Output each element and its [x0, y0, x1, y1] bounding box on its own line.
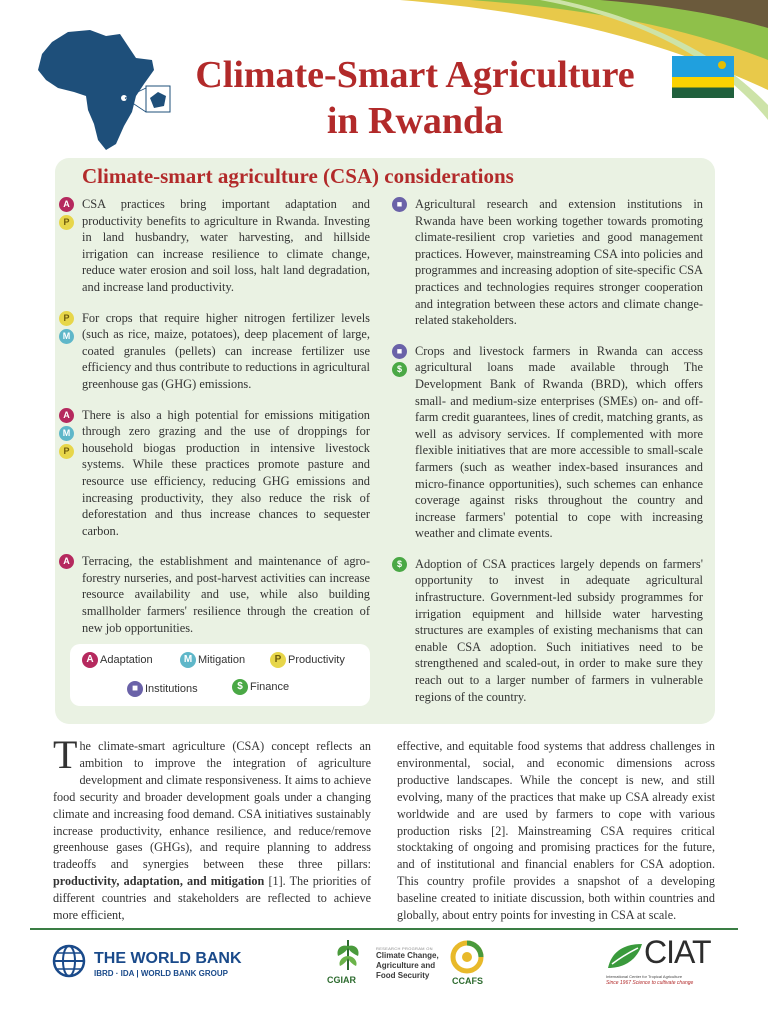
ciat-subtitle: International Center for Tropical Agriculture [606, 974, 683, 979]
consideration-item [62, 407, 370, 540]
consideration-item [62, 310, 370, 393]
ccafs-line-1: Climate Change, [376, 951, 439, 960]
pillar-badges [59, 408, 75, 462]
institutions-badge-icon: ■ [392, 344, 407, 359]
consideration-text: Adoption of CSA practices largely depends on farmers' opportunity to invest in adequate agricultural infrastructure. Government-led subsidy programmes for irrigation equipment and hillside water harvesting structures are examples of existing mechanisms that can enable CSA adoption. Such initiatives need to be strengthened and scaled-out, in order to make sure they reach out to a larger number of farmers in vulnerable regions of the country. [415, 556, 703, 704]
adaptation-badge-icon: A [59, 554, 74, 569]
ccafs-program-text [376, 946, 439, 981]
legend-label: Productivity [288, 654, 345, 666]
ccafs-circle-icon [450, 940, 484, 974]
world-bank-logo-text: THE WORLD BANK [94, 950, 242, 967]
pillar-badges [59, 554, 75, 572]
institutions-legend-icon: ■ [127, 681, 143, 697]
world-bank-globe-icon [52, 944, 86, 978]
ciat-leaf-icon [606, 940, 644, 972]
pillar-badges [59, 311, 75, 347]
ccafs-line-2: Agriculture and [376, 961, 436, 970]
consideration-item [396, 196, 703, 329]
dropcap: T [53, 732, 78, 777]
pillar-badges [392, 344, 408, 380]
consideration-item [396, 343, 703, 542]
consideration-text: Crops and livestock farmers in Rwanda can access agricultural loans made available through The Development Bank of Rwanda (BRD), which offers small- and medium-size enterprises (SMEs) on- and off-farm credit guarantees, lines of credit, matching grants, as well as advisory services. If complemented with more flexible initiatives that are more accessible to small-scale farmers (such as weather index-based insurances and micro-finance opportunities), such schemes can enhance coverage against risks throughout the country and increase farmers' potential to cope with increasing weather and climate events. [415, 343, 703, 541]
finance-legend-icon: $ [232, 679, 248, 695]
pillar-badges [59, 197, 75, 233]
world-bank-subtitle: IBRD · IDA | WORLD BANK GROUP [94, 969, 228, 978]
legend-label: Mitigation [198, 654, 246, 666]
mitigation-badge-icon: M [59, 329, 74, 344]
finance-badge-icon: $ [392, 557, 407, 572]
productivity-legend-icon: P [270, 652, 286, 668]
ccafs-logo-text: CCAFS [452, 976, 483, 986]
productivity-badge-icon: P [59, 311, 74, 326]
page-title [150, 52, 680, 144]
ccafs-line-3: Food Security [376, 971, 430, 980]
intro-text-end: [1]. The priorities of different countries and stakeholders are reflected to achieve more efficient, [53, 874, 371, 923]
adaptation-badge-icon: A [59, 197, 74, 212]
finance-badge-icon: $ [392, 362, 407, 377]
legend-productivity [270, 652, 345, 668]
pillar-badges [392, 557, 408, 575]
legend-finance [232, 679, 289, 695]
consideration-text: Terracing, the establishment and maintenance of agro-forestry nurseries, and post-harvest activities can increase resource availability and use, while also building smallholder farmers' resilience through the creation of new job opportunities. [82, 554, 370, 635]
footer-divider [30, 928, 738, 930]
mitigation-legend-icon: M [180, 652, 196, 668]
institutions-badge-icon: ■ [392, 197, 407, 212]
legend-institutions [127, 681, 198, 697]
consideration-item [63, 196, 370, 296]
pillar-legend [70, 644, 370, 706]
intro-text-continued: effective, and equitable food systems that address challenges in environmental, social, and economic dimensions across productive landscapes. While the concept is new, and still evolving, many of the practices that make up CSA already exist worldwide and are used by farmers to cope with various production risks [2]. Mainstreaming CSA requires critical stocktaking of ongoing and promising practices for the future, and of institutional and financial enablers for CSA adoption. This country profile provides a snapshot of a developing baseline created to initiate discussion, both within countries and globally, about entry points for investing in CSA at scale. [397, 739, 715, 923]
productivity-badge-icon: P [59, 215, 74, 230]
consideration-text: There is also a high potential for emissions mitigation through zero grazing and the use of droppings for household biogas production in intensive livestock systems. While these practices promote pasture and resource use efficiency, reducing GHG emissions and increasing productivity, they also reduce the risk of deforestation and thus increase chances to sequester carbon. [82, 407, 370, 538]
rwanda-flag-icon [672, 56, 734, 98]
consideration-text: Agricultural research and extension institutions in Rwanda have been working together towards promoting climate-resilient crop varieties and good management practices. However, mainstreaming CSA into policies and programmes and increasing adoption of site-specific CSA practices and technologies requires stronger cooperation and integration between these actors and climate change-related stakeholders. [415, 197, 703, 328]
considerations-title: Climate-smart agriculture (CSA) considerations [82, 164, 514, 188]
cgiar-logo-text: CGIAR [327, 975, 356, 985]
considerations-right-column [396, 196, 703, 719]
consideration-item [396, 556, 703, 705]
adaptation-badge-icon: A [59, 408, 74, 423]
ccafs-program-label: RESEARCH PROGRAM ON [376, 946, 433, 951]
consideration-item [63, 553, 370, 636]
mitigation-badge-icon: M [59, 426, 74, 441]
intro-paragraph-left [53, 732, 371, 924]
consideration-text: CSA practices bring important adaptation and productivity benefits to agriculture in Rwanda. Investing in land husbandry, water harvesting, and hillside irrigation can increase resilience to climate change, reduce water erosion and soil loss, halt land degradation, and increase land productivity. [82, 197, 370, 294]
title-line-2: in Rwanda [326, 100, 504, 142]
legend-mitigation [180, 652, 245, 668]
intro-text: he climate-smart agriculture (CSA) concept reflects an ambition to improve the integration of agriculture development and climate responsiveness. It aims to achieve food security and broader development goals under a changing climate and increasing food demand. CSA initiatives sustainably increase productivity, enhance resilience, and reduce/remove greenhouse gases (GHGs), and require planning to address tradeoffs and synergies between these three pillars: [53, 739, 371, 872]
ciat-logo-text: CIAT [644, 934, 711, 970]
legend-label: Institutions [145, 683, 198, 695]
productivity-badge-icon: P [59, 444, 74, 459]
cgiar-leaf-icon [330, 938, 366, 972]
intro-paragraph-right [397, 738, 715, 924]
pillar-badges [392, 197, 408, 215]
ciat-tagline: Since 1967 Science to cultivate change [606, 980, 694, 986]
considerations-left-column [62, 196, 370, 650]
legend-label: Finance [250, 681, 290, 693]
title-line-1: Climate-Smart Agriculture [195, 54, 635, 96]
legend-label: Adaptation [100, 654, 153, 666]
adaptation-legend-icon: A [82, 652, 98, 668]
consideration-text: For crops that require higher nitrogen fertilizer levels (such as rice, maize, potatoes), deep placement of large, coated granules (pellets) can increase fertilizer use efficiency and thus contribute to reductions in agricultural greenhouse gas (GHG) emissions. [82, 310, 370, 391]
intro-bold-pillars: productivity, adaptation, and mitigation [53, 874, 265, 889]
legend-adaptation [82, 652, 153, 668]
